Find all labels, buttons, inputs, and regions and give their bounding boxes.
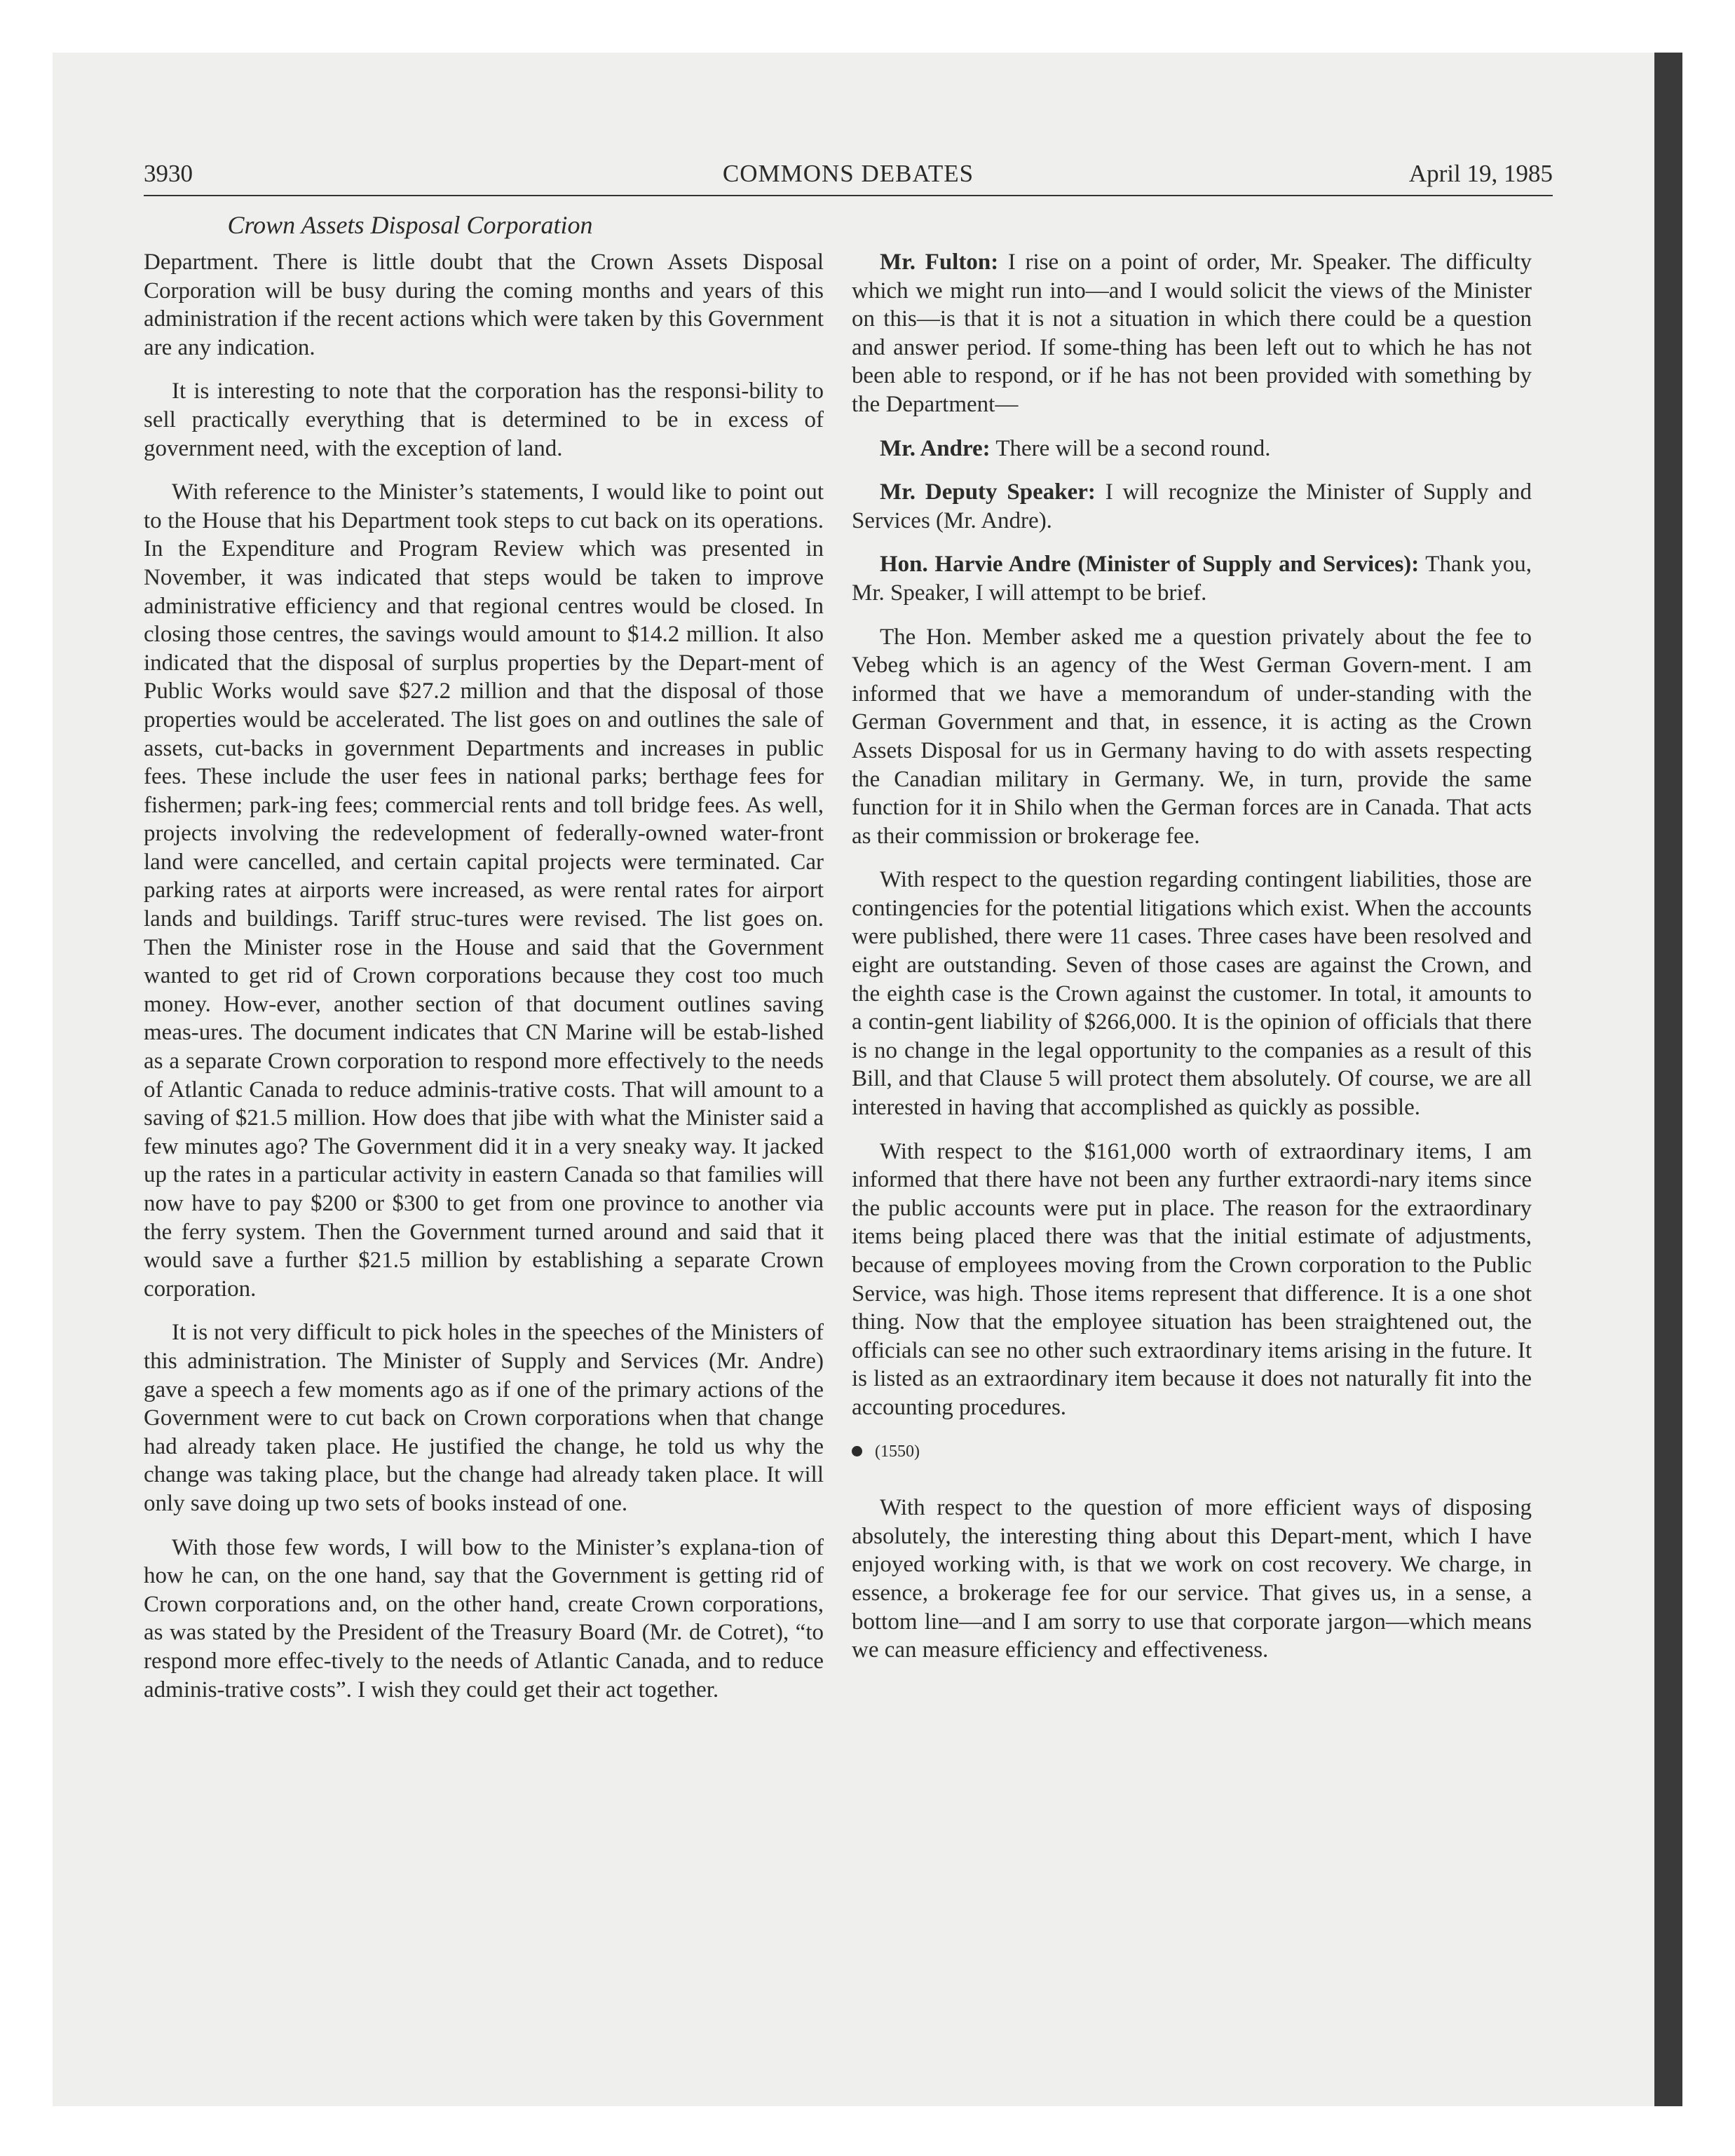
page-edge-shadow [1654, 53, 1682, 2106]
speech-fulton [852, 248, 1532, 419]
speech-harvie-andre [852, 550, 1532, 607]
page-header [144, 160, 1553, 196]
time-marker-label: (1550) [875, 1442, 920, 1461]
page-number: 3930 [144, 160, 193, 187]
speech-text: Thank you, Mr. Speaker, I will attempt to be brief. [852, 552, 1532, 606]
paragraph: The Hon. Member asked me a question privately about the fee to Vebeg which is an agency of the West German Govern-ment. I am informed that we have a memorandum of under-standing with the German Government and that, in essence, it is acting as the Crown Assets Disposal for us in Germany having to do with assets respecting the Canadian military in Germany. We, in turn, provide the same function for it in Shilo when the German forces are in Canada. That acts as their commission or brokerage fee. [852, 624, 1532, 849]
speaker-name: Hon. Harvie Andre (Minister of Supply and Services): [880, 552, 1420, 578]
speaker-name: Mr. Deputy Speaker: [880, 479, 1096, 505]
right-column [852, 248, 1532, 1680]
paragraph: It is interesting to note that the corporation has the responsi-bility to sell practically everything that is determined to be in excess of government need, with the exception of land. [144, 378, 824, 461]
left-column [144, 248, 824, 1719]
speech-deputy-speaker [852, 478, 1532, 535]
paragraph: With those few words, I will bow to the Minister’s explana-tion of how he can, on the one hand, say that the Government is getting rid of Crown corporations and, on the other hand, create Crown corporations, as was stated by the President of the Treasury Board (Mr. de Cotret), “to respond more effec-tively to the needs of Atlantic Canada, and to reduce adminis-trative costs”. I wish they could get their act together. [144, 1534, 824, 1703]
speech-andre [852, 435, 1532, 463]
speech-text: I rise on a point of order, Mr. Speaker. The difficulty which we might run into—and I would solicit the views of the Minister on this—is that it is not a situation in which there could be a question and answer period. If some-thing has been left out to which he has not been able to respond, or if he has not been provided with something by the Department— [852, 250, 1532, 417]
speaker-name: Mr. Andre: [880, 435, 991, 461]
paragraph: With respect to the question of more efficient ways of disposing absolutely, the interesting thing about this Depart-ment, which I have enjoyed working with, is that we work on cost recovery. We charge, in essence, a brokerage fee for our service. That gives us, in a sense, a bottom line—and I am sorry to use that corporate jargon—which means we can measure efficiency and effectiveness. [852, 1495, 1532, 1663]
paragraph: It is not very difficult to pick holes in the speeches of the Ministers of this administration. The Minister of Supply and Services (Mr. Andre) gave a speech a few moments ago as if one of the primary actions of the Government were to cut back on Crown corporations when that change had already taken place. He justified the change, he told us why the change was taking place, but the change had already taken place. It will only save doing up two sets of books instead of one. [144, 1320, 824, 1516]
paragraph: Department. There is little doubt that the Crown Assets Disposal Corporation will be busy during the coming months and years of this administration if the recent actions which were taken by this Government are any indication. [144, 250, 824, 360]
paragraph: With respect to the $161,000 worth of extraordinary items, I am informed that there have not been any further extraordi-nary items since the public accounts were put in place. The reason for the extraordinary items being placed there was that the initial estimate of adjustments, because of employees moving from the Crown corporation to the Public Service, was high. Those items represent that difference. It is a one shot thing. Now that the employee situation has been straightened out, the officials can see no other such extraordinary items arising in the future. It is listed as an extraordinary item because it does not naturally fit into the accounting procedures. [852, 1138, 1532, 1420]
time-marker [852, 1438, 1532, 1466]
speech-text: There will be a second round. [995, 435, 1271, 461]
journal-title: COMMONS DEBATES [722, 160, 974, 187]
running-title: Crown Assets Disposal Corporation [227, 211, 593, 239]
paragraph: With respect to the question regarding contingent liabilities, those are contingencies for the potential litigations which exist. When the accounts were published, there were 11 cases. Three cases have been resolved and eight are outstanding. Seven of those cases are against the Crown, and the eighth case is the Crown against the customer. In total, it amounts to a contin-gent liability of $266,000. It is the opinion of officials that there is no change in the legal opportunity to the companies as a result of this Bill, and that Clause 5 will protect them absolutely. Of course, we are all interested in having that accomplished as quickly as possible. [852, 867, 1532, 1121]
header-date: April 19, 1985 [1408, 160, 1553, 187]
speaker-name: Mr. Fulton: [880, 250, 999, 275]
bullet-icon [852, 1446, 862, 1456]
paragraph: With reference to the Minister’s statements, I would like to point out to the House that his Department took steps to cut back on its operations. In the Expenditure and Program Review which was presented in November, it was indicated that steps would be taken to improve administrative efficiency and that regional centres would be closed. In closing those centres, the savings would amount to $14.2 million. It also indicated that the disposal of surplus properties by the Depart-ment of Public Works would save $27.2 million and that the disposal of those properties would be accelerated. The list goes on and outlines the sale of assets, cut-backs in government Departments and increases in public fees. These include the user fees in national parks; berthage fees for fishermen; park-ing fees; commercial rents and toll bridge fees. As well, projects involving the redevelopment of federally-owned water-front land were cancelled, and certain capital projects were terminated. Car parking rates at airports were increased, as were rental rates for airport lands and buildings. Tariff struc-tures were revised. The list goes on. Then the Minister rose in the House and said that the Government wanted to get rid of Crown corporations because they cost too much money. How-ever, another section of that document outlines saving meas-ures. The document indicates that CN Marine will be estab-lished as a separate Crown corporation to respond more effectively to the needs of Atlantic Canada to reduce adminis-trative costs. That will amount to a saving of $21.5 million. How does that jibe with what the Minister said a few minutes ago? The Government did it in a very sneaky way. It jacked up the rates in a particular activity in eastern Canada so that families will now have to pay $200 or $300 to get from one province to another via the ferry system. Then the Government turned around and said that it would save a further $21.5 million by establishing a separate Crown corporation. [144, 479, 824, 1302]
speech-text: I will recognize the Minister of Supply and Services (Mr. Andre). [852, 479, 1532, 533]
